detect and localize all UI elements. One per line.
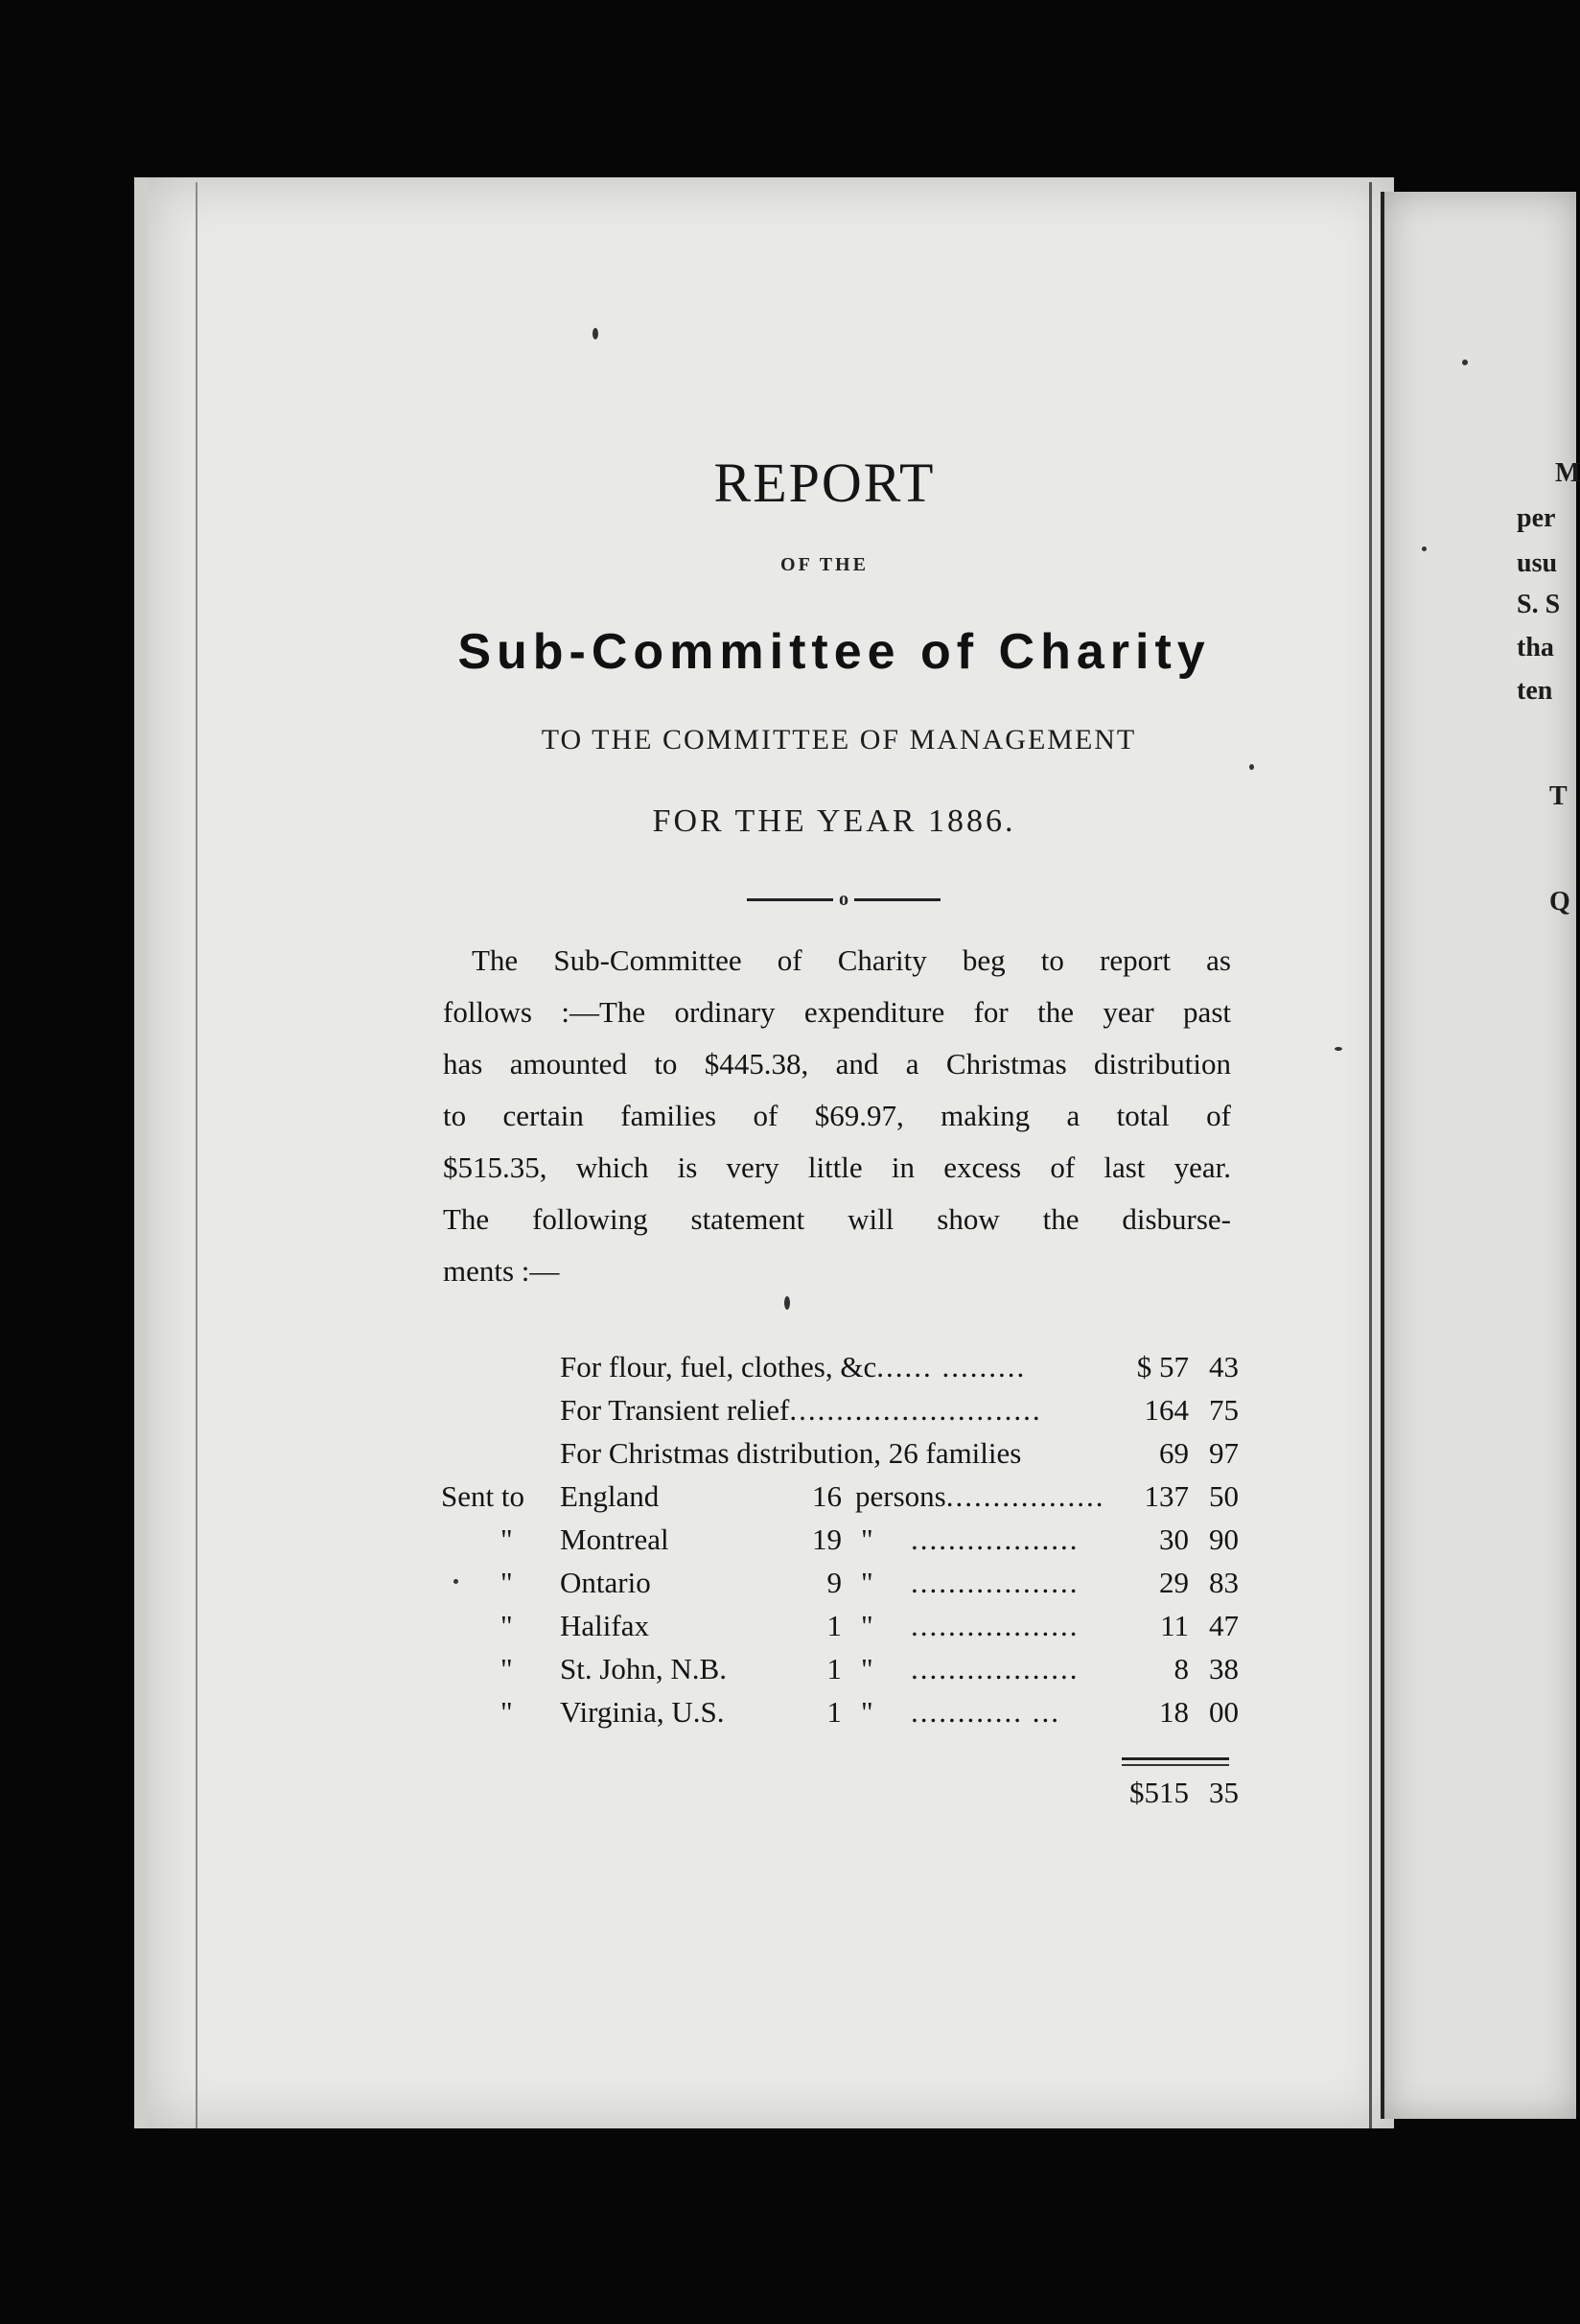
- scan-speck: [1249, 764, 1254, 770]
- row-prefix: Sent to: [441, 1479, 524, 1513]
- row-count: 1: [826, 1609, 842, 1642]
- paragraph-line: $515.35, which is very little in excess of last year.: [443, 1150, 1231, 1184]
- row-place: Virginia, U.S.: [560, 1695, 725, 1729]
- divider-rule-left: [747, 898, 833, 901]
- disbursement-row: [441, 1393, 1237, 1436]
- amount-cents: 00: [1209, 1695, 1239, 1729]
- ditto-mark: ": [500, 1522, 513, 1556]
- ditto-mark: ": [500, 1566, 513, 1599]
- row-place: St. John, N.B.: [560, 1652, 727, 1685]
- amount-dollars: $ 57: [1136, 1350, 1189, 1383]
- amount-dollars: 69: [1159, 1436, 1189, 1470]
- of-the-subtitle: OF THE: [780, 554, 869, 575]
- unit-text: persons: [855, 1479, 946, 1513]
- leader-dots: ...... .........: [876, 1350, 1027, 1383]
- paragraph-line: The Sub-Committee of Charity beg to report as: [472, 943, 1231, 977]
- divider-circle: o: [839, 888, 848, 910]
- total-rule-second: [1122, 1764, 1229, 1766]
- ditto-mark: ": [500, 1609, 513, 1642]
- sent-row: [441, 1652, 1237, 1695]
- paragraph-line: to certain families of $69.97, making a total of: [443, 1099, 1231, 1132]
- scan-speck: [1335, 1047, 1342, 1051]
- amount-cents: 43: [1209, 1350, 1239, 1383]
- scan-speck: [1462, 360, 1468, 365]
- right-page-fragment: ten: [1517, 676, 1553, 706]
- description-text: For Transient relief: [560, 1393, 790, 1427]
- amount-cents: 50: [1209, 1479, 1239, 1513]
- row-count: 9: [826, 1566, 842, 1599]
- row-description: [560, 1350, 1026, 1384]
- scan-speck: [453, 1579, 458, 1584]
- year-line: FOR THE YEAR 1886.: [652, 803, 1016, 839]
- sent-row: [441, 1695, 1237, 1738]
- row-place: Halifax: [560, 1609, 649, 1642]
- leader-dots: .................: [945, 1479, 1105, 1513]
- total-dollars: $515: [1129, 1776, 1189, 1809]
- scan-speck: [784, 1296, 790, 1310]
- ditto-mark: ": [861, 1695, 873, 1729]
- ditto-mark: ": [861, 1652, 873, 1685]
- row-count: 1: [826, 1652, 842, 1685]
- row-place: Ontario: [560, 1566, 651, 1599]
- row-description: [560, 1393, 1042, 1428]
- amount-cents: 97: [1209, 1436, 1239, 1470]
- right-page-fragment: M: [1555, 458, 1580, 488]
- amount-cents: 83: [1209, 1566, 1239, 1599]
- amount-dollars: 8: [1173, 1652, 1189, 1685]
- paragraph-line: follows :—The ordinary expenditure for the year past: [443, 995, 1231, 1029]
- amount-dollars: 18: [1159, 1695, 1189, 1729]
- row-count: 1: [826, 1695, 842, 1729]
- right-page-fragment: tha: [1517, 633, 1554, 662]
- ditto-mark: ": [861, 1522, 873, 1556]
- disbursement-row: [441, 1350, 1237, 1393]
- amount-cents: 90: [1209, 1522, 1239, 1556]
- row-description: For Christmas distribution, 26 families: [560, 1436, 1022, 1470]
- right-page-fragment: usu: [1517, 548, 1558, 578]
- scan-speck: [1422, 546, 1427, 551]
- row-place: England: [560, 1479, 660, 1513]
- leader-dots: ...........................: [789, 1393, 1042, 1427]
- divider-rule-right: [854, 898, 941, 901]
- amount-cents: 38: [1209, 1652, 1239, 1685]
- amount-cents: 75: [1209, 1393, 1239, 1427]
- sent-row: [441, 1479, 1237, 1522]
- disbursement-row: [441, 1436, 1237, 1479]
- description-text: For flour, fuel, clothes, &c: [560, 1350, 877, 1383]
- row-count: 19: [812, 1522, 842, 1556]
- sent-row: [441, 1566, 1237, 1609]
- row-place: Montreal: [560, 1522, 669, 1556]
- report-title: REPORT: [713, 452, 936, 514]
- amount-dollars: 30: [1159, 1522, 1189, 1556]
- ditto-mark: ": [500, 1695, 513, 1729]
- paragraph-line: has amounted to $445.38, and a Christmas distribution: [443, 1047, 1231, 1081]
- leader-dots: ..................: [911, 1609, 1080, 1642]
- amount-cents: 47: [1209, 1609, 1239, 1642]
- ditto-mark: ": [861, 1609, 873, 1642]
- row-count: 16: [812, 1479, 842, 1513]
- leader-dots: ..................: [911, 1652, 1080, 1685]
- ornamental-divider: [729, 880, 959, 918]
- scan-speck: [592, 328, 598, 339]
- total-cents: 35: [1209, 1776, 1239, 1809]
- leader-dots: ..................: [911, 1566, 1080, 1599]
- committee-name: Sub-Committee of Charity: [457, 624, 1211, 680]
- leader-dots: ............ ...: [911, 1695, 1060, 1729]
- leader-dots: ..................: [911, 1522, 1080, 1556]
- paragraph-line: ments :—: [443, 1254, 560, 1288]
- report-paragraph: [443, 935, 1231, 1297]
- right-page-fragment: per: [1517, 503, 1556, 533]
- total-row: [441, 1776, 1237, 1819]
- right-page-fragment: Q: [1549, 887, 1570, 917]
- right-page-fragment: S. S: [1517, 590, 1561, 619]
- amount-dollars: 137: [1144, 1479, 1189, 1513]
- amount-dollars: 29: [1159, 1566, 1189, 1599]
- ditto-mark: ": [500, 1652, 513, 1685]
- addressee-line: TO THE COMMITTEE OF MANAGEMENT: [541, 724, 1137, 755]
- right-page-fragment: T: [1549, 781, 1568, 811]
- amount-dollars: 164: [1144, 1393, 1189, 1427]
- paragraph-line: The following statement will show the disburse-: [443, 1202, 1231, 1236]
- sent-row: [441, 1609, 1237, 1652]
- sent-row: [441, 1522, 1237, 1566]
- ditto-mark: ": [861, 1566, 873, 1599]
- total-rule: [1122, 1757, 1229, 1760]
- amount-dollars: 11: [1160, 1609, 1189, 1642]
